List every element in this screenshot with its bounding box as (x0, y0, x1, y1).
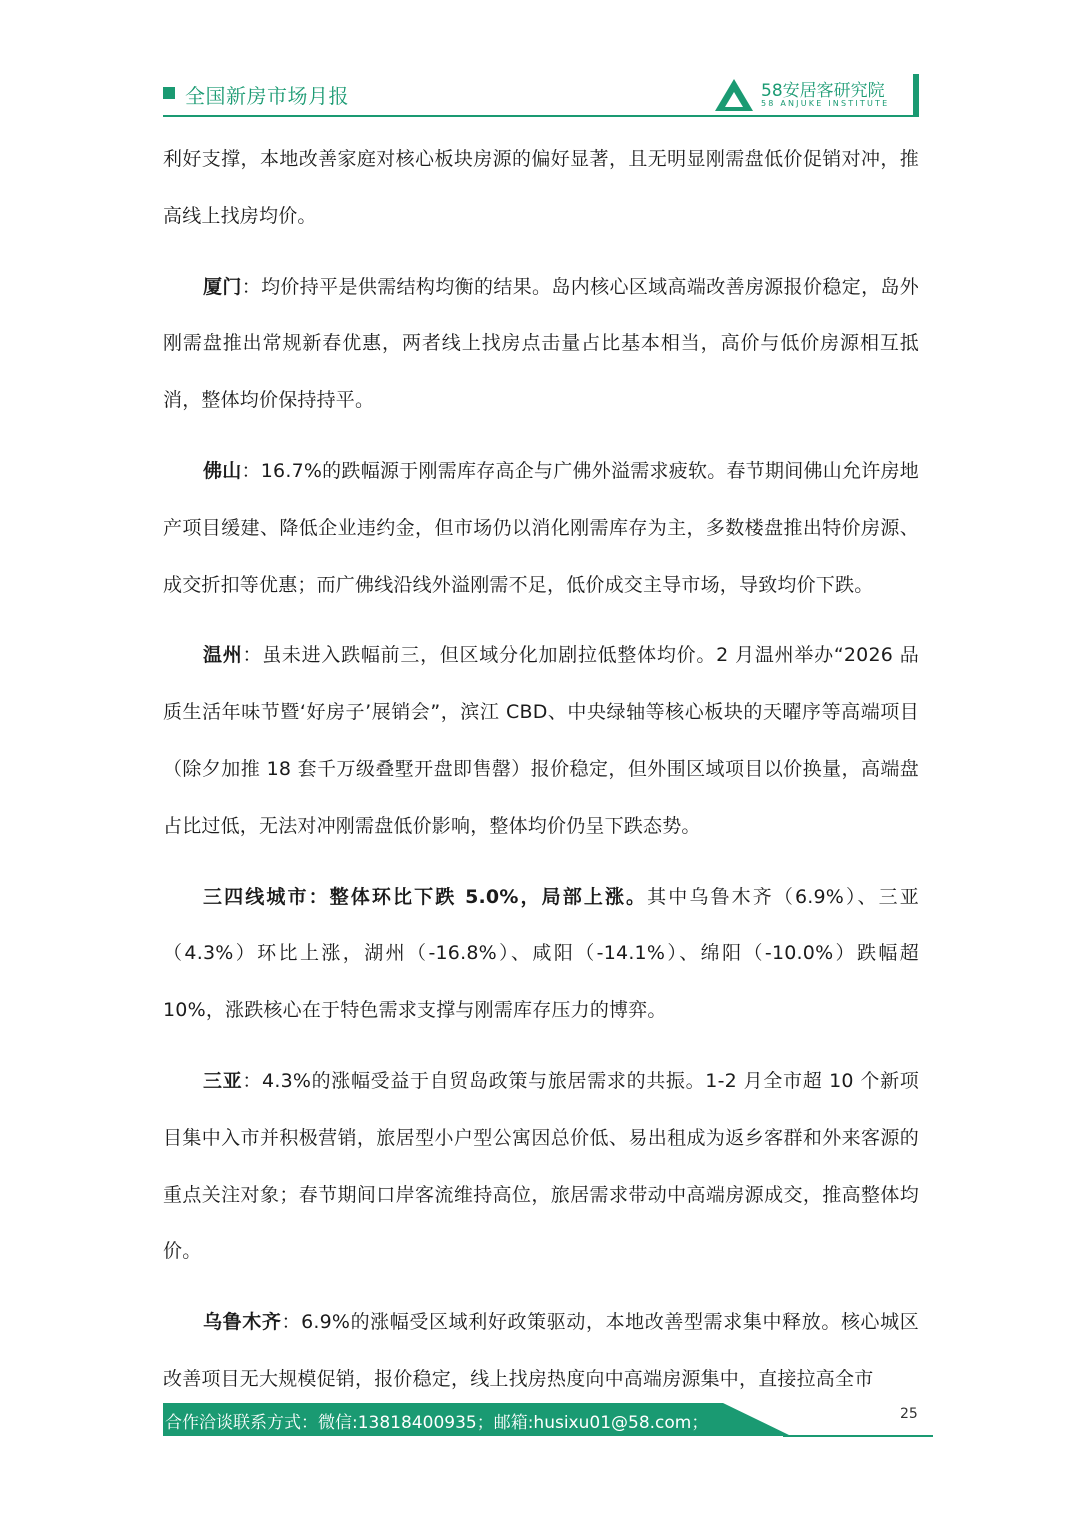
city-label: 佛山 (203, 459, 242, 482)
paragraph-sanya (163, 1053, 919, 1280)
logo-english-name: 58 ANJUKE INSTITUTE (761, 99, 890, 108)
city-label: 厦门 (203, 275, 242, 298)
paragraph-text: ：均价持平是供需结构均衡的结果。岛内核心区域高端改善房源报价稳定，岛外刚需盘推出常规新春优惠，两者线上找房点击量占比基本相当，高价与低价房源相互抵消，整体均价保持持平。 (163, 275, 919, 412)
header-marker (163, 87, 175, 99)
paragraph-text: 利好支撑，本地改善家庭对核心板块房源的偏好显著，且无明显刚需盘低价促销对冲，推高线上找房均价。 (163, 148, 919, 227)
paragraph-text: ：4.3%的涨幅受益于自贸岛政策与旅居需求的共振。1-2 月全市超 10 个新项目集中入市并积极营销，旅居型小户型公寓因总价低、易出租成为返乡客群和外来客源的重点关注对象；春节期间口岸客流维持高位，旅居需求带动中高端房源成交，推高整体均价。 (163, 1069, 919, 1263)
paragraph-tier3-4-cities (163, 869, 919, 1039)
city-label: 乌鲁木齐 (203, 1311, 282, 1334)
logo-name: 58安居客研究院 (761, 81, 885, 101)
paragraph-text: ：16.7%的跌幅源于刚需库存高企与广佛外溢需求疲软。春节期间佛山允许房地产项目缓建、降低企业违约金，但市场仍以消化刚需库存为主，多数楼盘推出特价房源、成交折扣等优惠；而广佛线沿线外溢刚需不足，低价成交主导市场，导致均价下跌。 (163, 459, 919, 596)
paragraph-continued (163, 131, 919, 245)
paragraph-text: 其中乌鲁木齐（6.9%）、三亚（4.3%）环比上涨，湖州（-16.8%）、咸阳（-14.1%）、绵阳（-10.0%）跌幅超 10%，涨跌核心在于特色需求支撑与刚需库存压力的博弈。 (163, 885, 919, 1022)
page-number: 25 (900, 1406, 918, 1422)
footer-rule (783, 1435, 933, 1437)
paragraph-urumqi (163, 1294, 919, 1408)
paragraph-wenzhou (163, 627, 919, 854)
anjuke-logo-icon (714, 78, 754, 112)
paragraph-text: ：虽未进入跌幅前三，但区域分化加剧拉低整体均价。2 月温州举办“2026 品质生活年味节暨‘好房子’展销会”，滨江 CBD、中央绿轴等核心板块的天曜序等高端项目（除夕加推 18 套千万级叠墅开盘即售罄）报价稳定，但外围区域项目以价换量，高端盘占比过低，无法对冲刚需盘低价影响，整体均价仍呈下跌态势。 (163, 644, 919, 837)
paragraph-foshan (163, 443, 919, 613)
paragraph-xiamen (163, 259, 919, 429)
city-label: 三亚 (203, 1069, 243, 1092)
section-label: 三四线城市：整体环比下跌 5.0%，局部上涨。 (203, 885, 648, 908)
report-body (163, 131, 919, 1422)
city-label: 温州 (203, 644, 243, 667)
paragraph-text: ：6.9%的涨幅受区域利好政策驱动，本地改善型需求集中释放。核心城区改善项目无大规模促销，报价稳定，线上找房热度向中高端房源集中，直接拉高全市 (163, 1311, 919, 1390)
contact-info: 合作洽谈联系方式：微信:13818400935；邮箱:husixu01@58.com； (165, 1413, 709, 1433)
page-header (163, 74, 923, 122)
header-rule (163, 115, 919, 117)
report-title: 全国新房市场月报 (185, 84, 349, 108)
header-side-bar (913, 74, 919, 117)
page-footer (163, 1403, 935, 1439)
